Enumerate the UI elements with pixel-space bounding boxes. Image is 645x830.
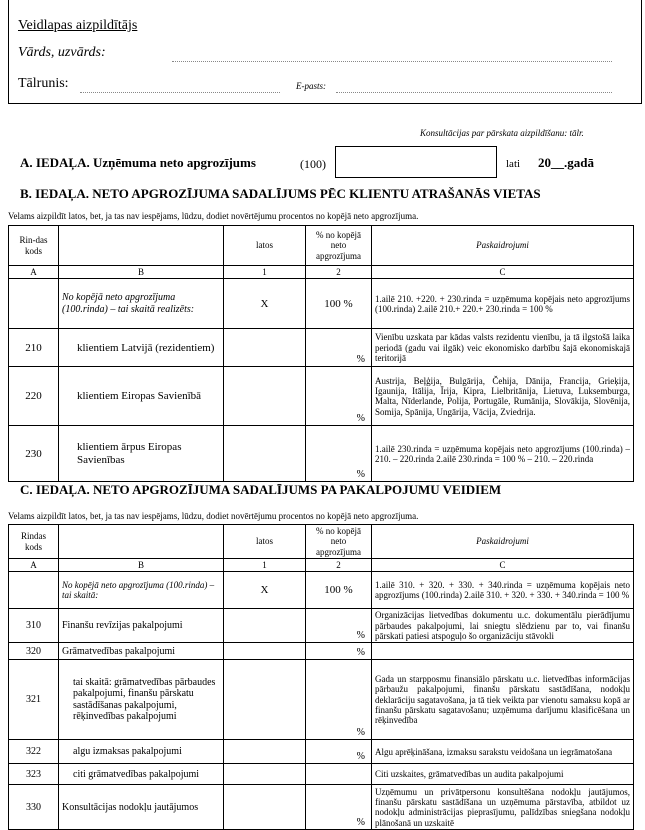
col-letter: B xyxy=(59,266,224,279)
turnover-input[interactable] xyxy=(335,146,497,178)
header-code: Rin-das kods xyxy=(9,226,59,266)
row-name: tai skaitā: grāmatvedības pārbaudes pakalpojumi, finanšu pārskatu sastādīšanas pakalpojumi, rēķinvedības pakalpojumi xyxy=(59,660,224,740)
latos-input[interactable] xyxy=(224,426,306,482)
row-code: 210 xyxy=(9,329,59,367)
row-code xyxy=(9,279,59,329)
explanation-cell: 1.ailē 210. +220. + 230.rinda = uzņēmuma kopējais neto apgrozījums (100.rinda) 2.ailē 210.+ 220.+ 230.rinda = 100 % xyxy=(372,279,634,329)
latos-input[interactable] xyxy=(224,764,306,785)
latos-input[interactable] xyxy=(224,329,306,367)
explanation-cell: Gada un starpposmu finansiālo pārskatu u.c. lietvedības informācijas pārbaužu pakalpojumi, finanšu pārskatu sastādīšana, nodokļu deklarāciju sagatavošana, ja tā tiek veikta par vienotu samaksu kopā ar finanšu pārskatu sagatavošanu; uzņēmuma darījumu klasificēšana un rēķinvedība xyxy=(372,660,634,740)
row-name: No kopējā neto apgrozījuma (100.rinda) – tai skaitā realizēts: xyxy=(59,279,224,329)
row-name: klientiem Eiropas Savienībā xyxy=(59,367,224,426)
percent-input[interactable]: % xyxy=(306,426,372,482)
row-code: 323 xyxy=(9,764,59,785)
header-percent: % no kopējā neto apgrozījuma xyxy=(306,525,372,559)
table-row xyxy=(9,572,634,609)
percent-input[interactable]: % xyxy=(306,609,372,643)
col-letter: B xyxy=(59,559,224,572)
explanation-cell: Citi uzskaites, grāmatvedības un audita pakalpojumi xyxy=(372,764,634,785)
section-c-title: C. IEDAĻA. NETO APGROZĪJUMA SADALĪJUMS PA PAKALPOJUMU VEIDIEM xyxy=(20,482,502,497)
section-c-note: Velams aizpildīt latos, bet, ja tas nav iespējams, lūdzu, dodiet novērtējumu procentos no kopējā neto apgrozījuma. xyxy=(8,511,419,521)
header-latos: latos xyxy=(224,226,306,266)
table-row xyxy=(9,764,634,785)
section-c-table xyxy=(8,524,634,830)
explanation-cell: Organizācijas lietvedības dokumentu u.c. dokumentālu pierādījumu pārbaudes pakalpojumi, lai sniegtu slēdzienu par to, vai finanšu pārskati patiesi atspoguļo šo organizāciju stāvokli xyxy=(372,609,634,643)
consult-note: Konsultācijas par pārskata aizpildīšanu: tālr. xyxy=(420,128,584,138)
email-label: E-pasts: xyxy=(296,81,326,91)
col-letter: C xyxy=(372,266,634,279)
table-row xyxy=(9,643,634,660)
explanation-cell xyxy=(372,643,634,660)
explanation-cell: Uzņēmumu un privātpersonu konsultēšana nodokļu jautājumos, finanšu pārskatu sastādīšana un uzņēmuma pārstavība, atbildot uz nodokļu administrācijas pieprasījumu, palīdzības sniegšana nodokļu plānošanā un uzskaitē xyxy=(372,785,634,830)
percent-cell: 100 % xyxy=(306,279,372,329)
col-letter: C xyxy=(372,559,634,572)
percent-input[interactable]: % xyxy=(306,660,372,740)
table-row xyxy=(9,785,634,830)
header-code: Rindas kods xyxy=(9,525,59,559)
header-explanation: Paskaidrojumi xyxy=(372,525,634,559)
percent-cell: 100 % xyxy=(306,572,372,609)
name-label: Vārds, uzvārds: xyxy=(18,45,106,60)
percent-input[interactable]: % xyxy=(306,329,372,367)
phone-label: Tālrunis: xyxy=(18,76,69,91)
latos-input[interactable] xyxy=(224,609,306,643)
currency-unit: lati xyxy=(506,158,521,170)
phone-field[interactable] xyxy=(80,91,280,93)
row-code: 321 xyxy=(9,660,59,740)
percent-input[interactable] xyxy=(306,764,372,785)
table-row xyxy=(9,740,634,764)
col-letter: 2 xyxy=(306,266,372,279)
year-label: 20__.gadā xyxy=(538,155,594,170)
table-row xyxy=(9,660,634,740)
latos-input[interactable] xyxy=(224,660,306,740)
row-name: klientiem ārpus Eiropas Savienības xyxy=(59,426,224,482)
header-name xyxy=(59,525,224,559)
row-name: No kopējā neto apgrozījuma (100.rinda) – tai skaitā: xyxy=(59,572,224,609)
executor-label: Veidlapas aizpildītājs xyxy=(18,18,138,33)
row-name: citi grāmatvedības pakalpojumi xyxy=(59,764,224,785)
table-row xyxy=(9,329,634,367)
section-b-note: Velams aizpildīt latos, bet, ja tas nav iespējams, lūdzu, dodiet novērtējumu procentos no kopējā neto apgrozījuma. xyxy=(8,211,419,221)
row-name: Konsultācijas nodokļu jautājumos xyxy=(59,785,224,830)
header-percent: % no kopējā neto apgrozījuma xyxy=(306,226,372,266)
section-a-code: (100) xyxy=(300,157,326,171)
col-letter: 2 xyxy=(306,559,372,572)
percent-input[interactable]: % xyxy=(306,785,372,830)
row-code: 322 xyxy=(9,740,59,764)
row-code: 230 xyxy=(9,426,59,482)
explanation-cell: 1.ailē 230.rinda = uzņēmuma kopējais neto apgrozījums (100.rinda) – 210. – 220.rinda 2.ailē 230.rinda = 100 % – 210. – 220.rinda xyxy=(372,426,634,482)
row-name: Grāmatvedības pakalpojumi xyxy=(59,643,224,660)
email-field[interactable] xyxy=(336,91,612,93)
explanation-cell: 1.ailē 310. + 320. + 330. + 340.rinda = uzņēmuma kopējais neto apgrozījums (100.rinda) 2.ailē 310. + 320. + 330. + 340.rinda = 100 % xyxy=(372,572,634,609)
table-row xyxy=(9,426,634,482)
latos-cell: X xyxy=(224,279,306,329)
latos-input[interactable] xyxy=(224,643,306,660)
latos-input[interactable] xyxy=(224,740,306,764)
row-name: Finanšu revīzijas pakalpojumi xyxy=(59,609,224,643)
row-code: 220 xyxy=(9,367,59,426)
row-code xyxy=(9,572,59,609)
explanation-cell: Vienību uzskata par kādas valsts rezidentu vienību, ja tā ilgstošā laika periodā (gadu vai ilgāk) veic ekonomisko darbību šajā ekonomiskajā teritorijā xyxy=(372,329,634,367)
col-letter: A xyxy=(9,559,59,572)
col-letter: A xyxy=(9,266,59,279)
row-name: klientiem Latvijā (rezidentiem) xyxy=(59,329,224,367)
percent-input[interactable]: % xyxy=(306,643,372,660)
latos-cell: X xyxy=(224,572,306,609)
row-code: 320 xyxy=(9,643,59,660)
explanation-cell: Algu aprēķināšana, izmaksu sarakstu veidošana un iegrāmatošana xyxy=(372,740,634,764)
table-row xyxy=(9,367,634,426)
name-field[interactable] xyxy=(172,60,612,62)
row-code: 310 xyxy=(9,609,59,643)
header-explanation: Paskaidrojumi xyxy=(372,226,634,266)
col-letter: 1 xyxy=(224,559,306,572)
section-b-title: B. IEDAĻA. NETO APGROZĪJUMA SADALĪJUMS PĒC KLIENTU ATRAŠANĀS VIETAS xyxy=(20,186,541,201)
section-b-table xyxy=(8,225,634,482)
row-code: 330 xyxy=(9,785,59,830)
col-letter: 1 xyxy=(224,266,306,279)
section-a-title: A. IEDAĻA. Uzņēmuma neto apgrozījums xyxy=(20,155,256,170)
explanation-cell: Austrija, Beļģija, Bulgārija, Čehija, Dānija, Francija, Grieķija, Igaunija, Itālija, Īrija, Kipra, Lielbritānija, Lietuva, Luksemburga, Malta, Nīderlande, Polija, Portugāle, Rumānija, Slovākija, Slovēnija, Somija, Spānija, Ungārija, Vācija, Zviedrija. xyxy=(372,367,634,426)
row-name: algu izmaksas pakalpojumi xyxy=(59,740,224,764)
percent-input[interactable]: % xyxy=(306,367,372,426)
table-row xyxy=(9,279,634,329)
latos-input[interactable] xyxy=(224,785,306,830)
header-name xyxy=(59,226,224,266)
header-latos: latos xyxy=(224,525,306,559)
percent-input[interactable]: % xyxy=(306,740,372,764)
latos-input[interactable] xyxy=(224,367,306,426)
table-row xyxy=(9,609,634,643)
